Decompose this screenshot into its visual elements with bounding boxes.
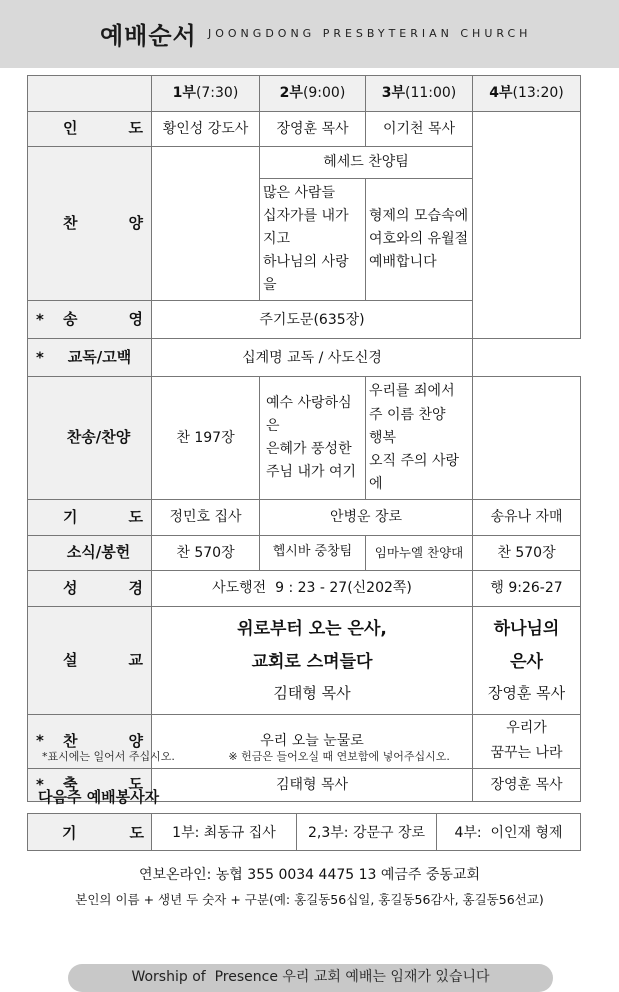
corner-cell	[28, 76, 152, 112]
next-prayer-s1: 1부: 최동규 집사	[152, 814, 297, 851]
church-name: JOONGDONG PRESBYTERIAN CHURCH	[208, 27, 532, 40]
hymn-label: 찬송/찬양	[28, 377, 152, 499]
online-offering-instructions: 본인의 이름 + 생년 두 숫자 + 구분(예: 홍길동56십일, 홍길동56감사, 홍길동56선교)	[75, 892, 544, 907]
scripture-s4: 행 9:26-27	[473, 570, 581, 606]
offering-s3: 임마누엘 찬양대	[366, 535, 473, 570]
prayer-s4: 송유나 자매	[473, 499, 581, 535]
offering-note: ※ 헌금은 들어오실 때 연보함에 넣어주십시오.	[228, 750, 450, 763]
hymn-s3: 우리를 죄에서 주 이름 찬양 행복 오직 주의 사랑에	[366, 377, 473, 499]
service-3-header: 3부(11:00)	[366, 76, 473, 112]
scripture-label: 성 경	[28, 570, 152, 606]
footer-banner: Worship of Presence 우리 교회 예배는 임재가 있습니다	[68, 964, 553, 992]
lead-label: 인 도	[28, 112, 152, 147]
confession-label: * 교독/고백	[28, 339, 152, 377]
sermon-s4: 하나님의 은사 장영훈 목사	[473, 606, 581, 714]
lead-s1: 황인성 강도사	[152, 112, 260, 147]
benediction-s4: 장영훈 목사	[473, 768, 581, 801]
service-2-header: 2부(9:00)	[260, 76, 366, 112]
confession-value: 십계명 교독 / 사도신경	[152, 339, 473, 377]
sermon-s123: 위로부터 오는 은사, 교회로 스며들다 김태형 목사	[152, 606, 473, 714]
service-1-header: 1부(7:30)	[152, 76, 260, 112]
doxology-label: * 송 영	[28, 301, 152, 339]
next-week-title: 다음주 예배봉사자	[38, 788, 160, 806]
offering-s1: 찬 570장	[152, 535, 260, 570]
lead-row	[28, 112, 581, 147]
hymn-s2: 예수 사랑하심은 은혜가 풍성한 주님 내가 여기	[260, 377, 366, 499]
closing-hymn-label: * 찬 양	[28, 714, 152, 768]
header-bar	[0, 0, 619, 68]
next-prayer-s4: 4부: 이인재 형제	[437, 814, 581, 851]
doxology-value: 주기도문(635장)	[152, 301, 473, 339]
service-header-row	[28, 76, 581, 112]
prayer-s1: 정민호 집사	[152, 499, 260, 535]
stand-note: *표시에는 일어서 주십시오.	[42, 750, 175, 763]
offering-s2: 헵시바 중창팀	[260, 535, 366, 570]
prayer-row	[28, 499, 581, 535]
benediction-s123: 김태형 목사	[152, 768, 473, 801]
lead-s3: 이기천 목사	[366, 112, 473, 147]
praise-label: 찬 양	[28, 147, 152, 301]
benediction-label: * 축 도	[28, 768, 152, 801]
sermon-label: 설 교	[28, 606, 152, 714]
sermon-row	[28, 606, 581, 714]
offering-row	[28, 535, 581, 570]
offering-s4: 찬 570장	[473, 535, 581, 570]
hymn-row	[28, 377, 581, 499]
service-4-header: 4부(13:20)	[473, 76, 581, 112]
service-4-praise-block	[473, 112, 581, 339]
lead-s2: 장영훈 목사	[260, 112, 366, 147]
confession-row	[28, 339, 581, 377]
hymn-s1: 찬 197장	[152, 377, 260, 499]
praise-songs-s2: 많은 사람들 십자가를 내가지고 하나님의 사랑을	[260, 179, 366, 301]
hymn-s4-empty	[473, 377, 581, 499]
praise-songs-s3: 형제의 모습속에 여호와의 유월절 예배합니다	[366, 179, 473, 301]
closing-hymn-s123: 우리 오늘 눈물로	[152, 714, 473, 768]
notes	[42, 748, 500, 764]
worship-order-table	[27, 75, 581, 802]
scripture-s123: 사도행전 9 : 23 - 27(신202쪽)	[152, 570, 473, 606]
praise-team: 헤세드 찬양팀	[260, 147, 473, 179]
praise-s1-empty	[152, 147, 260, 301]
next-prayer-s23: 2,3부: 강문구 장로	[297, 814, 437, 851]
closing-hymn-s4: 우리가 꿈꾸는 나라	[473, 714, 581, 768]
scripture-row	[28, 570, 581, 606]
offering-label: 소식/봉헌	[28, 535, 152, 570]
next-prayer-label: 기 도	[28, 814, 152, 851]
prayer-label: 기 도	[28, 499, 152, 535]
page-title: 예배순서	[100, 22, 197, 50]
next-week-table	[27, 813, 581, 851]
online-offering-line: 연보온라인: 농협 355 0034 4475 13 예금주 중동교회	[139, 867, 480, 883]
prayer-s23: 안병운 장로	[260, 499, 473, 535]
